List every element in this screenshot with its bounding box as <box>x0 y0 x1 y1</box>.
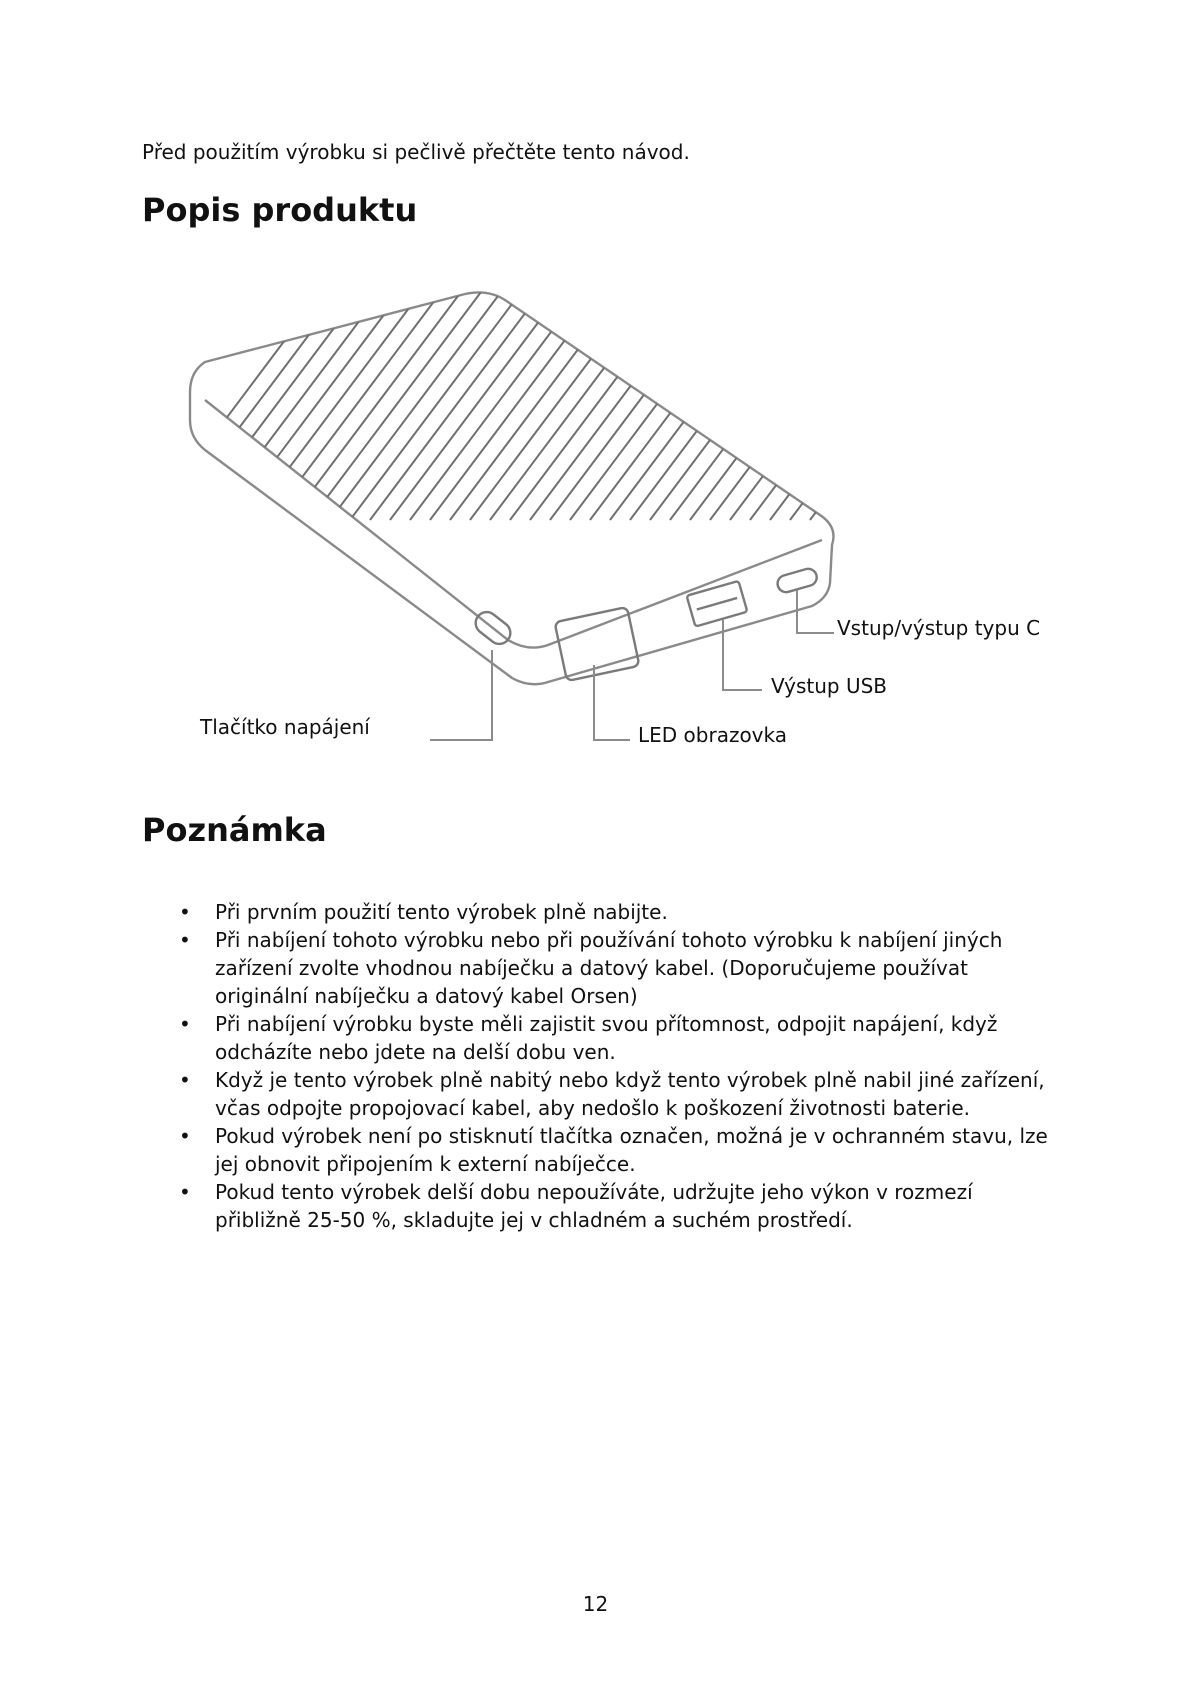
label-power-button: Tlačítko napájení <box>200 715 370 739</box>
list-item: • Při nabíjení výrobku byste měli zajistit svou přítomnost, odpojit napájení, když odcházíte nebo jdete na delší dobu ven. <box>172 1010 1052 1066</box>
page-number: 12 <box>582 1592 609 1616</box>
label-usb-output: Výstup USB <box>771 674 888 698</box>
label-usb-c: Vstup/výstup typu C <box>837 616 1041 640</box>
leader-line-led <box>594 665 630 740</box>
leader-line-usb-c <box>797 590 834 633</box>
list-item: • Pokud výrobek není po stisknutí tlačítka označen, možná je v ochranném stavu, lze jej obnovit připojením k externí nabíječce. <box>172 1122 1052 1178</box>
section-title-note: Poznámka <box>142 811 327 849</box>
intro-text: Před použitím výrobku si pečlivě přečtěte tento návod. <box>142 140 690 164</box>
list-item: • Když je tento výrobek plně nabitý nebo když tento výrobek plně nabil jiné zařízení, včas odpojte propojovací kabel, aby nedošlo k poškození životnosti baterie. <box>172 1066 1052 1122</box>
list-item: • Pokud tento výrobek delší dobu nepoužíváte, udržujte jeho výkon v rozmezí přibližně 25-50 %, skladujte jej v chladném a suchém prostředí. <box>172 1178 1052 1234</box>
list-item: • Při nabíjení tohoto výrobku nebo při používání tohoto výrobku k nabíjení jiných zařízení zvolte vhodnou nabíječku a datový kabel. (Doporučujeme používat originální nabíječku a datový kabel Orsen) <box>172 926 1052 1010</box>
label-led-screen: LED obrazovka <box>638 723 788 747</box>
list-item: • Při prvním použití tento výrobek plně nabijte. <box>172 898 1052 926</box>
leader-line-power-button <box>430 650 492 740</box>
power-bank-body <box>150 160 1100 684</box>
section-title-product-description: Popis produktu <box>142 191 418 229</box>
ports <box>471 567 818 681</box>
led-screen-shape <box>555 607 640 681</box>
notes-list <box>172 898 1052 1234</box>
